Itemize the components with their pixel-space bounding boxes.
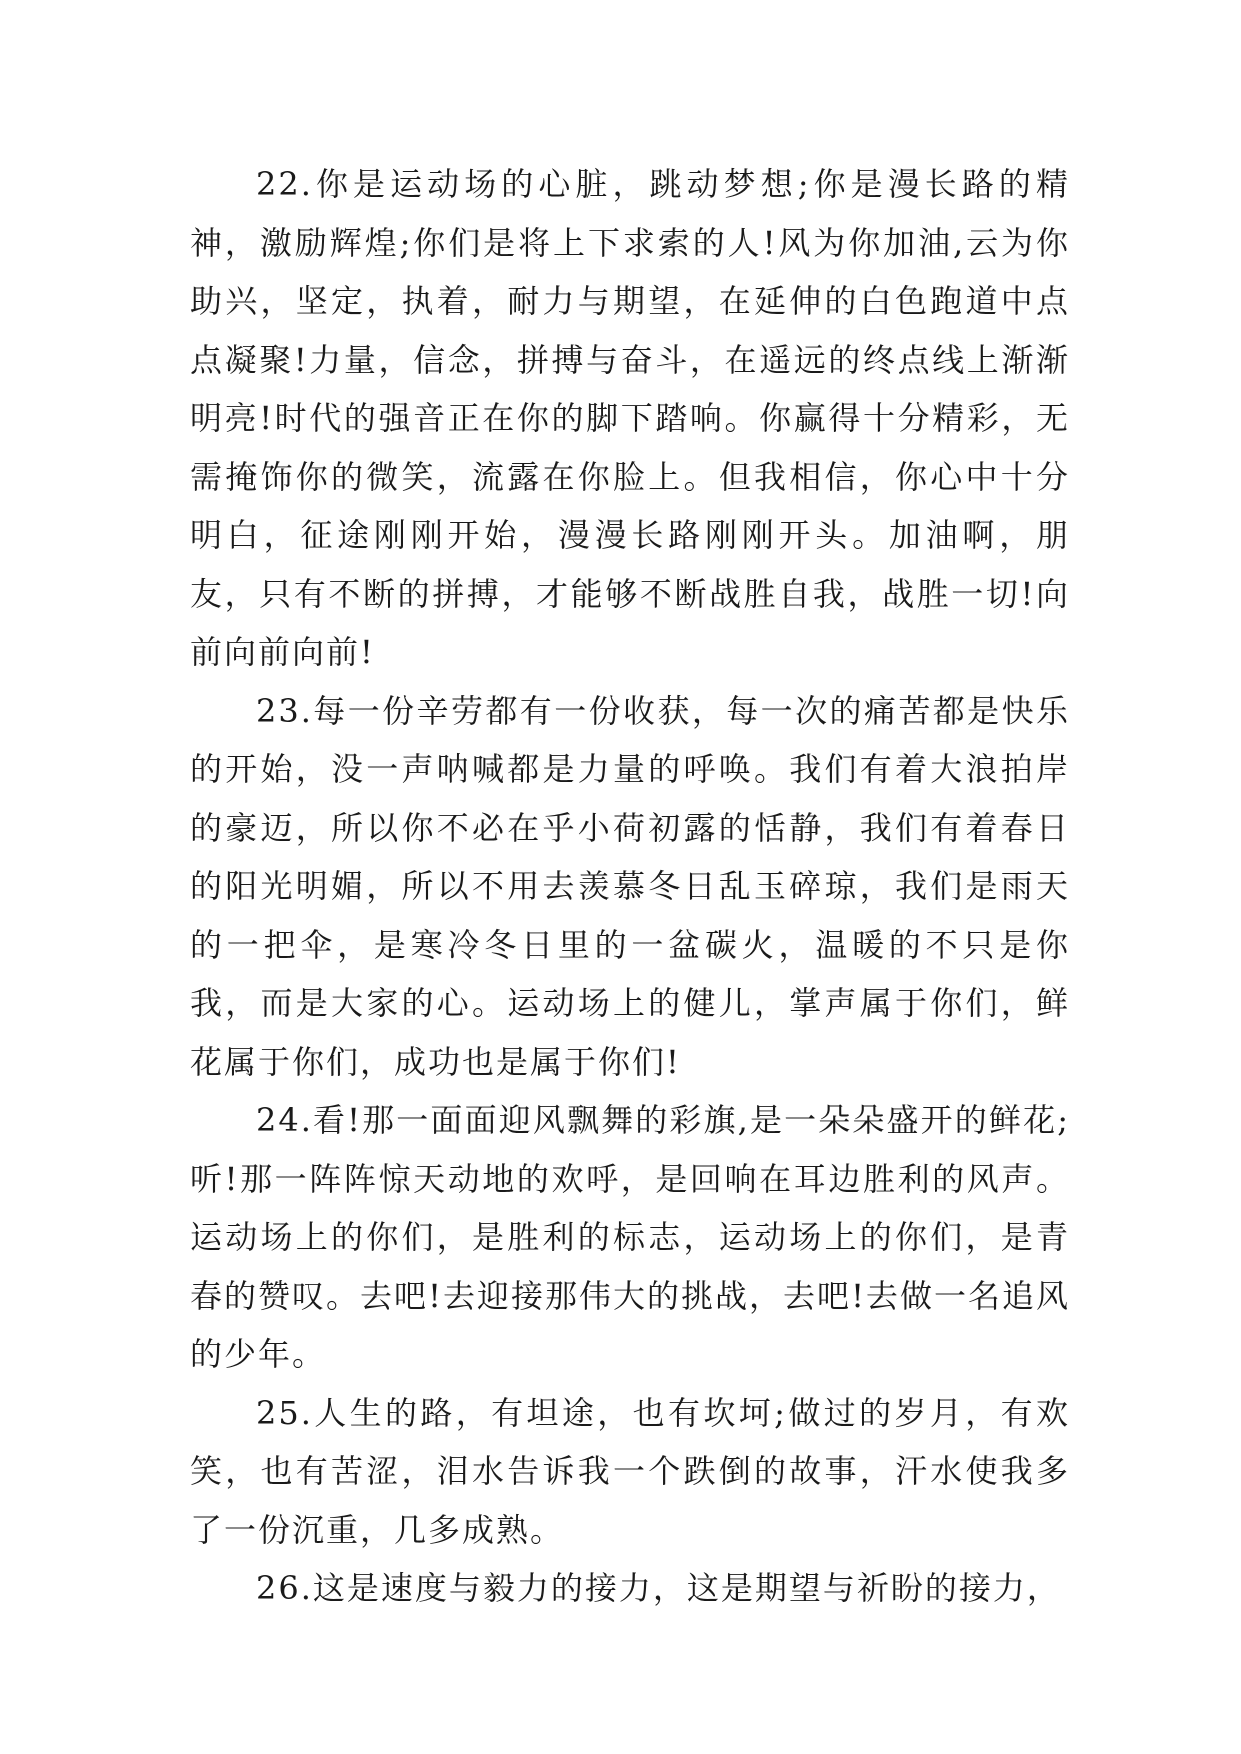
paragraph-22: 22.你是运动场的心脏，跳动梦想;你是漫长路的精神，激励辉煌;你们是将上下求索的人!风为你加油,云为你助兴，坚定，执着，耐力与期望，在延伸的白色跑道中点点凝聚!力量，信念，拼搏与奋斗，在遥远的终点线上渐渐明亮!时代的强音正在你的脚下踏响。你赢得十分精彩，无需掩饰你的微笑，流露在你脸上。但我相信，你心中十分明白，征途刚刚开始，漫漫长路刚刚开头。加油啊，朋友，只有不断的拼搏，才能够不断战胜自我，战胜一切!向前向前向前! bbox=[190, 165, 1070, 671]
paragraph-26: 26.这是速度与毅力的接力，这是期望与祈盼的接力， bbox=[256, 1569, 1061, 1607]
document-body bbox=[190, 155, 1070, 1618]
paragraph-25: 25.人生的路，有坦途，也有坎坷;做过的岁月，有欢笑，也有苦涩，泪水告诉我一个跌倒的故事，汗水使我多了一份沉重，几多成熟。 bbox=[190, 1393, 1070, 1549]
paragraph-23: 23.每一份辛劳都有一份收获，每一次的痛苦都是快乐的开始，没一声呐喊都是力量的呼唤。我们有着大浪拍岸的豪迈，所以你不必在乎小荷初露的恬静，我们有着春日的阳光明媚，所以不用去羡慕冬日乱玉碎琼，我们是雨天的一把伞，是寒冷冬日里的一盆碳火，温暖的不只是你我，而是大家的心。运动场上的健儿，掌声属于你们，鲜花属于你们，成功也是属于你们! bbox=[190, 691, 1070, 1081]
paragraph-24: 24.看!那一面面迎风飘舞的彩旗,是一朵朵盛开的鲜花;听!那一阵阵惊天动地的欢呼，是回响在耳边胜利的风声。运动场上的你们，是胜利的标志，运动场上的你们，是青春的赞叹。去吧!去迎接那伟大的挑战，去吧!去做一名追风的少年。 bbox=[190, 1101, 1070, 1373]
